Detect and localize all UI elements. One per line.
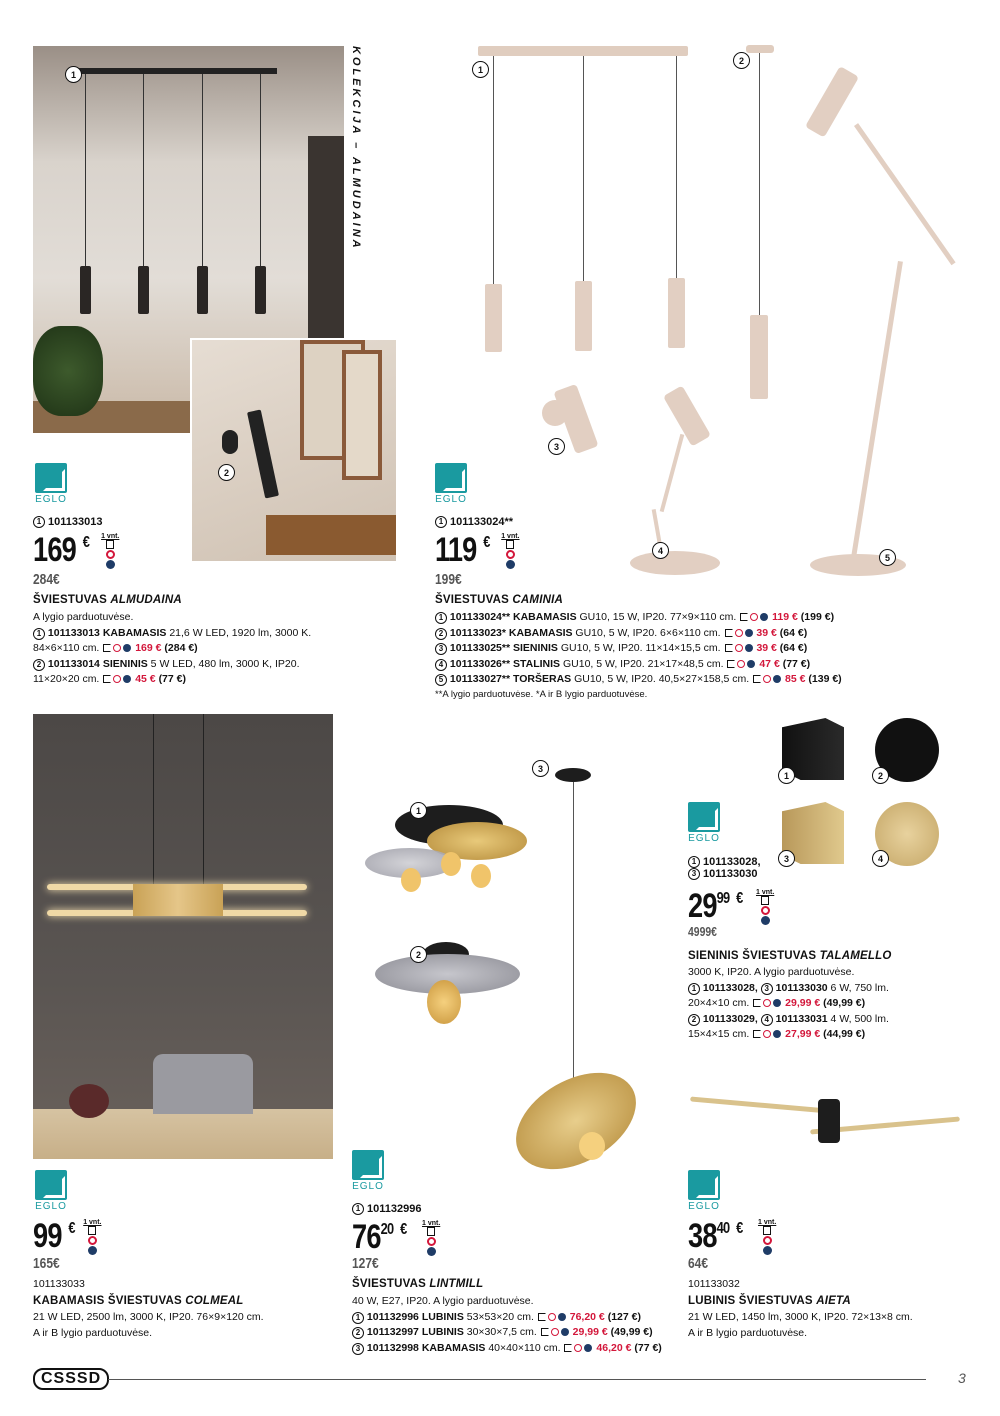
marker-2: 2 xyxy=(218,464,235,481)
lintmill-ceiling-small xyxy=(375,940,520,1030)
aieta-price: $38^{40}$ € 1 vnt. xyxy=(688,1217,777,1255)
eglo-logo: EGLO xyxy=(435,463,467,505)
colmeal-desc: 21 W LED, 2500 lm, 3000 K, IP20. 76×9×120 cm. A ir B lygio parduotuvėse. xyxy=(33,1311,264,1339)
collection-label: KOLEKCIJA – ALMUDAINA xyxy=(350,46,362,251)
eglo-logo: EGLO xyxy=(688,802,720,844)
eglo-logo: EGLO xyxy=(352,1150,384,1192)
marker-4: 4 xyxy=(872,850,889,867)
aieta-title: LUBINIS ŠVIESTUVAS AIETA xyxy=(688,1295,851,1307)
lintmill-pendant xyxy=(505,768,645,1188)
marker-1: 1 xyxy=(778,767,795,784)
aieta-code: 101133032 xyxy=(688,1278,740,1290)
caminia-single-pendant xyxy=(740,45,780,405)
talamello-price: $29^{99}$ € 1 vnt. xyxy=(688,887,775,925)
page-number: 3 xyxy=(958,1370,966,1386)
marker-2: 2 xyxy=(410,946,427,963)
caminia-pendant xyxy=(468,46,688,356)
footer-divider xyxy=(108,1379,926,1380)
talamello-desc: 3000 K, IP20. A lygio parduotuvėse. 1 101133028, 3 101133030 6 W, 750 lm. 20×4×10 cm. 29,99 € (49,99 €) 2 101133029, 4 101133031 4 W, 500 lm. 15×4×15 cm. 27,99 € (44,99 €) xyxy=(688,966,889,1040)
almudaina-desc: A lygio parduotuvėse. 1 101133013 KABAMASIS 21,6 W LED, 1920 lm, 3000 K. 84×6×110 cm. 169 € (284 €) 2 101133014 SIENINIS 5 W LED, 480 lm, 3000 K, IP20. 11×20×20 cm. 45 € (77 €) xyxy=(33,611,312,685)
lintmill-desc: 40 W, E27, IP20. A lygio parduotuvėse. 1 101132996 LUBINIS 53×53×20 cm. 76,20 € (127 €) 2 101132997 LUBINIS 30×30×7,5 cm. 29,99 € (49,99 €) 3 101132998 KABAMASIS 40×40×110 cm. 46,20 € (77 €) xyxy=(352,1295,662,1354)
marker-1: 1 xyxy=(410,802,427,819)
marker-2: 2 xyxy=(733,52,750,69)
colmeal-title: KABAMASIS ŠVIESTUVAS COLMEAL xyxy=(33,1295,244,1307)
caminia-code: 1 101133024** xyxy=(435,516,513,528)
lintmill-old-price: 127€ xyxy=(352,1255,379,1272)
marker-4: 4 xyxy=(652,542,669,559)
marker-3: 3 xyxy=(548,438,565,455)
caminia-old-price: 199€ xyxy=(435,571,462,588)
caminia-title: ŠVIESTUVAS CAMINIA xyxy=(435,594,563,606)
eglo-logo: EGLO xyxy=(688,1170,720,1212)
talamello-images xyxy=(770,716,950,876)
almudaina-wall-photo xyxy=(190,338,398,563)
colmeal-code: 101133033 xyxy=(33,1278,85,1290)
footer-logo: CSSSD xyxy=(33,1368,109,1390)
aieta-image xyxy=(690,1095,965,1165)
marker-3: 3 xyxy=(532,760,549,777)
marker-5: 5 xyxy=(879,549,896,566)
eglo-logo: EGLO xyxy=(35,1170,67,1212)
aieta-old-price: 64€ xyxy=(688,1255,709,1272)
lintmill-code: 1 101132996 xyxy=(352,1203,421,1215)
almudaina-old-price: 284€ xyxy=(33,571,60,588)
lintmill-title: ŠVIESTUVAS LINTMILL xyxy=(352,1278,484,1290)
almudaina-price: 169 € 1 vnt. xyxy=(33,531,120,569)
caminia-price: 119 € 1 vnt. xyxy=(435,531,520,569)
marker-3: 3 xyxy=(778,850,795,867)
colmeal-photo xyxy=(33,714,333,1159)
marker-1: 1 xyxy=(65,66,82,83)
eglo-logo: EGLO xyxy=(35,463,67,505)
almudaina-title: ŠVIESTUVAS ALMUDAINA xyxy=(33,594,182,606)
colmeal-price: 99 € 1 vnt. xyxy=(33,1217,102,1255)
almudaina-code: 1 101133013 xyxy=(33,516,102,528)
aieta-desc: 21 W LED, 1450 lm, 3000 K, IP20. 72×13×8 cm. A ir B lygio parduotuvėse. xyxy=(688,1311,913,1339)
lintmill-price: $76^{20}$ € 1 vnt. xyxy=(352,1218,441,1256)
colmeal-old-price: 165€ xyxy=(33,1255,60,1272)
talamello-codes: 1 101133028, 3 101133030 xyxy=(688,856,761,880)
caminia-desc: 1 101133024** KABAMASIS GU10, 15 W, IP20. 77×9×110 cm. 119 € (199 €) 2 101133023* KABAMASIS GU10, 5 W, IP20. 6×6×110 cm. 39 € (64 €) 3 101133025** SIENINIS GU10, 5 W, IP20. 11×14×15,5 cm. 39 € (64 €) 4 101133026** STALINIS GU10, 5 W, IP20. 21×17×48,5 cm. 47 € (77 €) 5 101133027** TORŠERAS GU10, 5 W, IP20. 40,5×27×158,5 cm. 85 € (139 €) **A lygio parduotuvėse. *A ir B lygio parduotuvėse. xyxy=(435,611,842,700)
talamello-old-price: 4999€ xyxy=(688,924,717,939)
marker-2: 2 xyxy=(872,767,889,784)
marker-1: 1 xyxy=(472,61,489,78)
caminia-table-lamp xyxy=(620,385,750,580)
talamello-title: SIENINIS ŠVIESTUVAS TALAMELLO xyxy=(688,950,892,962)
caminia-floor-lamp xyxy=(800,66,970,581)
